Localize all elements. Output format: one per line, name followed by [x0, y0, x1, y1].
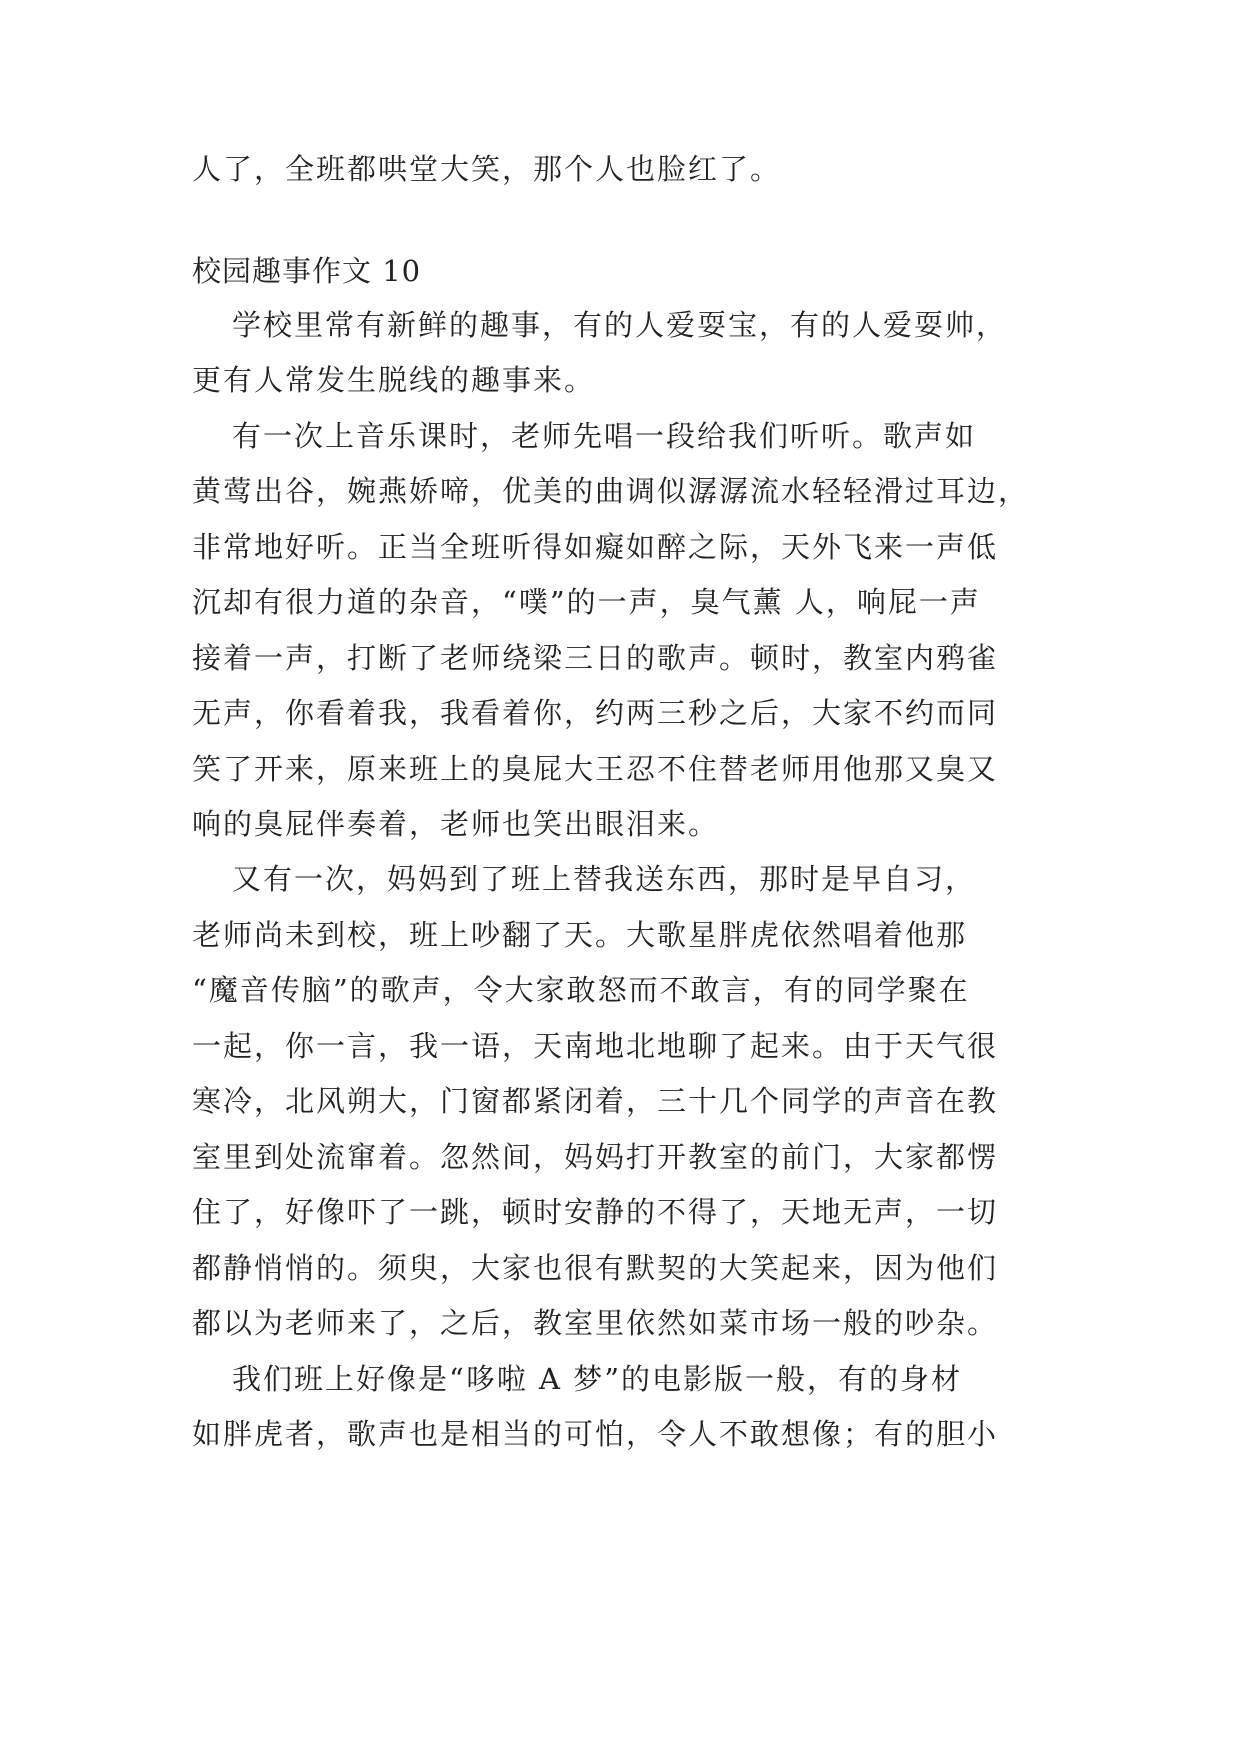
paragraph-3-line-4: 一起，你一言，我一语，天南地北地聊了起来。由于天气很: [192, 1029, 999, 1063]
paragraph-4-line-1: 我们班上好像是“哆啦 A 梦”的电影版一般，有的身材: [232, 1362, 963, 1396]
paragraph-2-line-4: 沉却有很力道的杂音，“噗”的一声，臭气薰 人，响屁一声: [192, 585, 981, 619]
paragraph-3-line-8: 都静悄悄的。须臾，大家也很有默契的大笑起来，因为他们: [192, 1251, 999, 1285]
paragraph-3-line-9: 都以为老师来了，之后，教室里依然如菜市场一般的吵杂。: [192, 1306, 999, 1340]
text-line-continuation: 人了，全班都哄堂大笑，那个人也脸红了。: [192, 152, 782, 186]
paragraph-1-line-2: 更有人常发生脱线的趣事来。: [192, 363, 596, 397]
paragraph-3-line-1: 又有一次，妈妈到了班上替我送东西，那时是早自习，: [232, 862, 977, 896]
paragraph-2-line-3: 非常地好听。正当全班听得如癡如醉之际，天外飞来一声低: [192, 530, 999, 564]
paragraph-3-line-5: 寒冷，北风朔大，门窗都紧闭着，三十几个同学的声音在教: [192, 1084, 999, 1118]
paragraph-3-line-6: 室里到处流窜着。忽然间，妈妈打开教室的前门，大家都愣: [192, 1140, 999, 1174]
paragraph-1-line-1: 学校里常有新鲜的趣事，有的人爱耍宝，有的人爱耍帅，: [232, 308, 1008, 342]
paragraph-2-line-6: 无声，你看着我，我看着你，约两三秒之后，大家不约而同: [192, 696, 999, 730]
paragraph-2-line-5: 接着一声，打断了老师绕梁三日的歌声。顿时，教室内鸦雀: [192, 641, 999, 675]
paragraph-3-line-7: 住了，好像吓了一跳，顿时安静的不得了，天地无声，一切: [192, 1195, 999, 1229]
section-heading: 校园趣事作文 10: [192, 254, 422, 288]
paragraph-3-line-3: “魔音传脑”的歌声，令大家敢怒而不敢言，有的同学聚在: [192, 973, 970, 1007]
paragraph-2-line-8: 响的臭屁伴奏着，老师也笑出眼泪来。: [192, 807, 720, 841]
paragraph-2-line-1: 有一次上音乐课时，老师先唱一段给我们听听。歌声如: [232, 419, 977, 453]
paragraph-2-line-7: 笑了开来，原来班上的臭屁大王忍不住替老师用他那又臭又: [192, 752, 999, 786]
paragraph-4-line-2: 如胖虎者，歌声也是相当的可怕，令人不敢想像；有的胆小: [192, 1417, 999, 1451]
paragraph-3-line-2: 老师尚未到校，班上吵翻了天。大歌星胖虎依然唱着他那: [192, 918, 968, 952]
paragraph-2-line-2: 黄莺出谷，婉燕娇啼，优美的曲调似潺潺流水轻轻滑过耳边，: [192, 474, 1030, 508]
